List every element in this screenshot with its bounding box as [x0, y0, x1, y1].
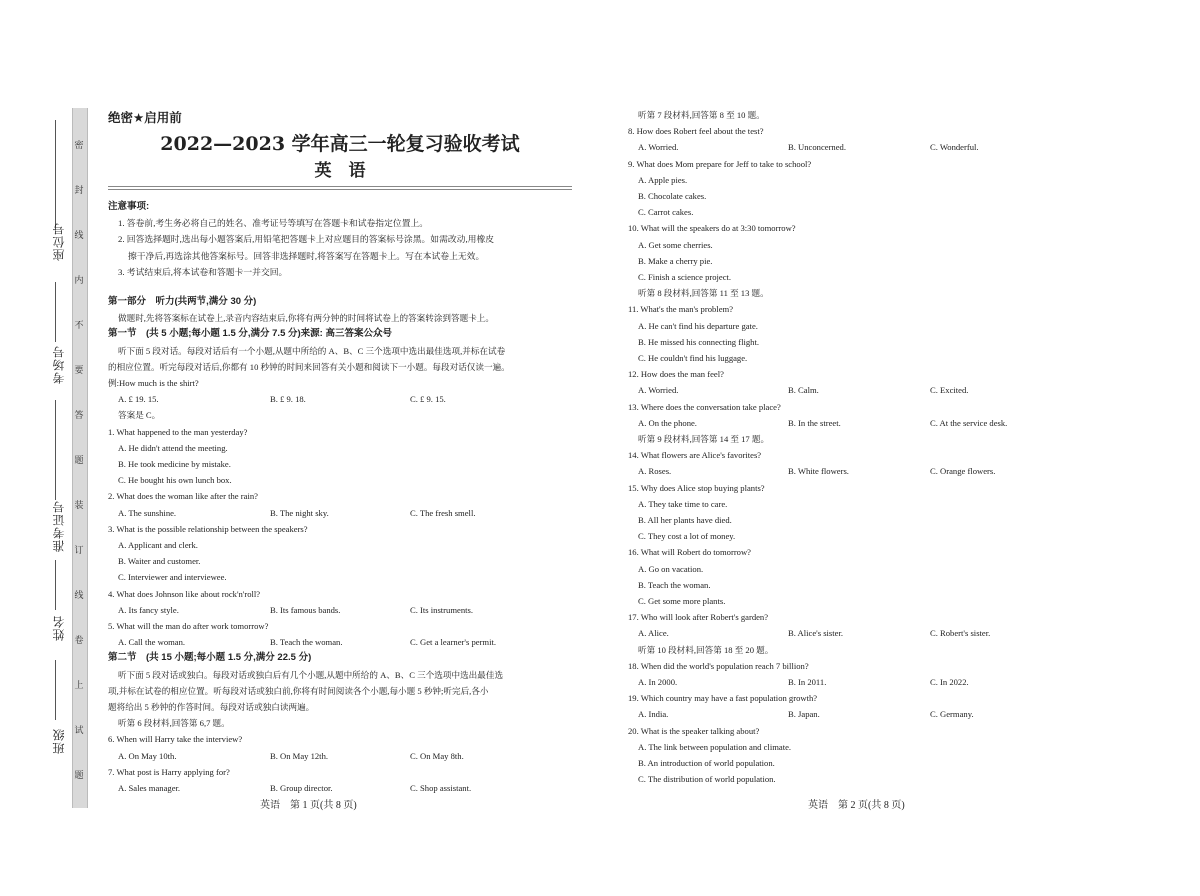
option-a: A. Call the woman. — [118, 637, 186, 648]
name-label: 姓名 — [52, 615, 66, 641]
note-item: 擦干净后,再选涂其他答案标号。回答非选择题时,将答案写在答题卡上。写在本试卷上无效。 — [128, 250, 485, 261]
question-text: 15. Why does Alice stop buying plants? — [628, 482, 765, 493]
option-a: A. Get some cherries. — [638, 239, 713, 250]
option-b: B. Chocolate cakes. — [638, 191, 707, 201]
seat-number-label: 座位号 — [52, 222, 66, 261]
page-footer-left: 英语 第 1 页(共 8 页) — [260, 800, 357, 811]
notes-title: 注意事项: — [108, 201, 150, 212]
option-c: C. Interviewer and interviewee. — [118, 572, 227, 583]
option-b: B. The night sky. — [270, 507, 329, 518]
material-label: 听第 9 段材料,回答第 14 至 17 题。 — [638, 434, 770, 445]
option-b: B. Group director. — [270, 783, 333, 794]
example-question: 例:How much is the shirt? — [108, 378, 199, 389]
question-text: 2. What does the woman like after the rain? — [108, 491, 258, 502]
ticket-number-label: 准考证号 — [52, 500, 66, 552]
exam-title: 2022—2023 学年高三一轮复习验收考试 — [160, 133, 520, 155]
strip-char: 要 — [74, 365, 84, 375]
option-a: A. On the phone. — [638, 417, 697, 428]
option-a: A. They take time to care. — [638, 498, 728, 509]
option-c: C. Get some more plants. — [638, 596, 726, 607]
option-row — [628, 463, 1098, 479]
left-column — [108, 294, 578, 796]
question-text: 7. What post is Harry applying for? — [108, 766, 230, 777]
option-b: B. Its famous bands. — [270, 604, 341, 615]
notes-block — [108, 199, 578, 280]
name-line — [55, 560, 56, 610]
option-a: A. The sunshine. — [118, 507, 177, 518]
note-item: 3. 考试结束后,将本试卷和答题卡一并交回。 — [118, 266, 288, 277]
option-row — [108, 780, 578, 796]
option-row — [108, 505, 578, 521]
section2-title: 第二节 (共 15 小题;每小题 1.5 分,满分 22.5 分) — [108, 652, 312, 664]
strip-characters — [72, 108, 86, 808]
option-b: B. Unconcerned. — [788, 142, 846, 153]
option-c: C. Robert's sister. — [930, 628, 991, 639]
section2-instructions-cont: 项,并标在试卷的相应位置。听每段对话或独白前,你将有时间阅读各个小题,每小题 5 秒钟;听完后,各小 — [108, 685, 489, 696]
strip-char: 内 — [74, 275, 84, 285]
part1-intro: 做题时,先将答案标在试卷上,录音内容结束后,你将有两分钟的时间将试卷上的答案转涂到答题卡上。 — [118, 313, 494, 324]
option-a: A. Its fancy style. — [118, 604, 179, 615]
seat-line — [55, 120, 56, 230]
option-a: A. Sales manager. — [118, 783, 181, 794]
note-item: 1. 答卷前,考生务必将自己的姓名、准考证号等填写在答题卡和试卷指定位置上。 — [118, 218, 429, 229]
option-c: C. He couldn't find his luggage. — [638, 353, 748, 364]
option-a: A. Worried. — [638, 385, 679, 396]
question-text: 11. What's the man's problem? — [628, 304, 734, 315]
question-text: 10. What will the speakers do at 3:30 tomorrow? — [628, 223, 796, 234]
option-row — [628, 674, 1098, 690]
option-c: C. Shop assistant. — [410, 783, 472, 794]
note-item: 2. 回答选择题时,选出每小题答案后,用铅笔把答题卡上对应题目的答案标号涂黑。如需改动,用橡皮 — [118, 234, 495, 245]
material-label: 听第 7 段材料,回答第 8 至 10 题。 — [638, 110, 765, 120]
page-footer-right: 英语 第 2 页(共 8 页) — [808, 800, 905, 811]
option-c: C. Orange flowers. — [930, 466, 996, 477]
option-c: C. He bought his own lunch box. — [118, 475, 232, 486]
strip-char: 密 — [74, 140, 84, 150]
option-b: B. Teach the woman. — [270, 637, 343, 648]
strip-char: 卷 — [74, 635, 84, 645]
question-text: 16. What will Robert do tomorrow? — [628, 547, 751, 558]
strip-char: 题 — [74, 770, 84, 780]
question-text: 18. When did the world's population reach 7 billion? — [628, 660, 809, 671]
option-a: A. Roses. — [638, 466, 672, 477]
option-row — [628, 139, 1098, 155]
question-text: 1. What happened to the man yesterday? — [108, 426, 248, 437]
option-b: B. White flowers. — [788, 466, 849, 477]
exam-room-label: 考场号 — [52, 345, 66, 384]
option-row — [628, 415, 1098, 431]
header-rule-1 — [108, 186, 572, 187]
section1-instructions-cont: 的相应位置。听完每段对话后,你都有 10 秒钟的时间来回答有关小题和阅读下一小题。每段对话仅读一遍。 — [108, 361, 510, 372]
question-text: 13. Where does the conversation take place? — [628, 401, 781, 412]
question-text: 3. What is the possible relationship between the speakers? — [108, 523, 308, 534]
question-text: 14. What flowers are Alice's favorites? — [628, 450, 762, 461]
strip-char: 封 — [74, 185, 84, 195]
option-a: A. Applicant and clerk. — [118, 540, 198, 551]
strip-char: 试 — [74, 725, 84, 735]
strip-char: 线 — [74, 230, 84, 240]
option-row — [628, 706, 1098, 722]
option-c: C. Its instruments. — [410, 604, 474, 615]
ticket-line — [55, 400, 56, 500]
option-c: C. Get a learner's permit. — [410, 637, 497, 648]
option-c: C. The fresh smell. — [410, 507, 476, 518]
option-c: C. Carrot cakes. — [638, 207, 694, 218]
question-text: 6. When will Harry take the interview? — [108, 734, 243, 745]
question-text: 12. How does the man feel? — [628, 369, 724, 380]
option-c: C. Wonderful. — [930, 142, 979, 153]
option-b: B. In the street. — [788, 417, 841, 428]
question-text: 5. What will the man do after work tomorrow? — [108, 621, 269, 632]
strip-char: 订 — [74, 545, 84, 555]
right-column — [628, 107, 1098, 787]
example-option-c: C. £ 9. 15. — [410, 394, 446, 405]
option-a: A. Alice. — [638, 628, 669, 639]
option-a: A. Worried. — [638, 142, 679, 153]
part1-title: 第一部分 听力(共两节,满分 30 分) — [108, 296, 257, 307]
example-option-a: A. £ 19. 15. — [118, 394, 159, 405]
confidential-label: 绝密★启用前 — [108, 110, 182, 125]
question-text: 9. What does Mom prepare for Jeff to take to school? — [628, 158, 812, 169]
strip-char: 不 — [74, 320, 84, 330]
option-b: B. Waiter and customer. — [118, 556, 201, 567]
option-a: A. Apple pies. — [638, 174, 688, 185]
questions-6-7 — [108, 731, 578, 796]
option-row — [628, 625, 1098, 641]
option-b: B. In 2011. — [788, 677, 827, 688]
option-a: A. Go on vacation. — [638, 563, 704, 574]
question-text: 19. Which country may have a fast population growth? — [628, 693, 818, 704]
example-option-b: B. £ 9. 18. — [270, 394, 306, 405]
strip-char: 题 — [74, 455, 84, 465]
header-rule-2 — [108, 189, 572, 190]
option-row — [108, 748, 578, 764]
class-line — [55, 660, 56, 720]
section2-instructions-cont2: 题将给出 5 秒钟的作答时间。每段对话或独白读两遍。 — [108, 702, 315, 713]
example-options — [108, 391, 578, 407]
option-row — [628, 382, 1098, 398]
option-b: B. Alice's sister. — [788, 628, 844, 639]
questions-1-5 — [108, 424, 578, 651]
option-b: B. All her plants have died. — [638, 515, 732, 526]
option-c: C. Germany. — [930, 709, 974, 720]
option-c: C. Finish a science project. — [638, 272, 732, 283]
material-label: 听第 8 段材料,回答第 11 至 13 题。 — [638, 288, 769, 299]
option-b: B. Calm. — [788, 385, 819, 396]
option-c: C. The distribution of world population. — [638, 774, 776, 785]
option-row — [108, 634, 578, 650]
option-a: A. He didn't attend the meeting. — [118, 442, 228, 453]
option-a: A. On May 10th. — [118, 750, 177, 761]
strip-char: 答 — [74, 410, 84, 420]
option-b: B. Japan. — [788, 709, 820, 720]
option-b: B. Teach the woman. — [638, 579, 711, 590]
option-c: C. In 2022. — [930, 677, 969, 688]
section1-instructions: 听下面 5 段对话。每段对话后有一个小题,从题中所给的 A、B、C 三个选项中选出最佳选项,并标在试卷 — [118, 345, 506, 356]
question-text: 20. What is the speaker talking about? — [628, 725, 760, 736]
strip-char: 上 — [74, 680, 84, 690]
room-line — [55, 282, 56, 342]
option-a: A. India. — [638, 709, 669, 720]
question-text: 17. Who will look after Robert's garden? — [628, 612, 769, 623]
option-b: B. On May 12th. — [270, 750, 329, 761]
class-label: 班级 — [52, 728, 66, 754]
option-b: B. He took medicine by mistake. — [118, 459, 231, 470]
question-text: 8. How does Robert feel about the test? — [628, 126, 764, 137]
subject-title: 英 语 — [314, 161, 366, 181]
option-b: B. Make a cherry pie. — [638, 255, 713, 266]
option-b: B. He missed his connecting flight. — [638, 336, 760, 347]
material-label: 听第 10 段材料,回答第 18 至 20 题。 — [638, 644, 774, 655]
option-c: C. Excited. — [930, 385, 969, 396]
option-c: C. On May 8th. — [410, 750, 464, 761]
example-answer: 答案是 C。 — [118, 410, 161, 421]
option-a: A. In 2000. — [638, 677, 678, 688]
option-a: A. He can't find his departure gate. — [638, 320, 758, 331]
option-c: C. At the service desk. — [930, 417, 1008, 428]
option-row — [108, 602, 578, 618]
strip-char: 装 — [74, 500, 84, 510]
section2-instructions: 听下面 5 段对话或独白。每段对话或独白后有几个小题,从题中所给的 A、B、C 三个选项中选出最佳选 — [118, 669, 504, 680]
option-c: C. They cost a lot of money. — [638, 531, 736, 542]
section1-title: 第一节 (共 5 小题;每小题 1.5 分,满分 7.5 分)来源: 高三答案公众号 — [108, 328, 392, 340]
question-text: 4. What does Johnson like about rock'n'roll? — [108, 588, 261, 599]
material-6-label: 听第 6 段材料,回答第 6,7 题。 — [118, 718, 230, 729]
strip-char: 线 — [74, 590, 84, 600]
option-a: A. The link between population and climate. — [638, 741, 792, 752]
option-b: B. An introduction of world population. — [638, 758, 775, 769]
